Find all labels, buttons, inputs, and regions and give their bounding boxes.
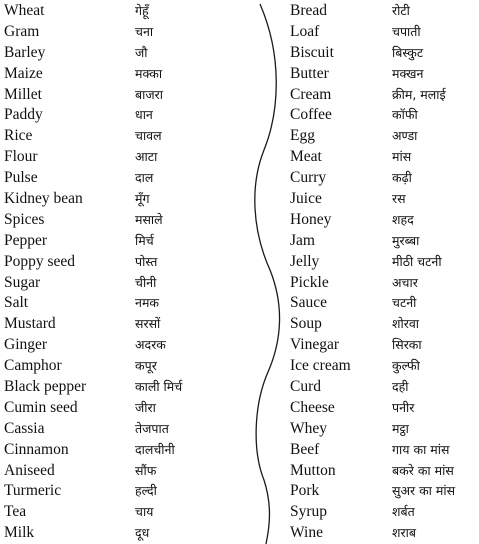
hindi-word: मूँग — [135, 191, 150, 207]
hindi-word: गेहूँ — [135, 3, 149, 18]
word-row — [290, 64, 479, 85]
hindi-word: दाल — [135, 170, 154, 186]
english-word: Butter — [290, 64, 329, 82]
english-word: Cheese — [290, 398, 335, 416]
hindi-word: नमक — [135, 295, 160, 311]
hindi-word: गाय का मांस — [392, 441, 450, 457]
hindi-word: मक्खन — [392, 65, 424, 81]
word-row — [4, 126, 256, 147]
english-word: Bread — [290, 2, 328, 19]
word-row — [4, 419, 256, 440]
word-row — [290, 147, 479, 168]
word-row — [4, 85, 256, 106]
word-row — [4, 398, 256, 419]
word-row — [290, 105, 479, 126]
english-word: Soup — [290, 315, 322, 333]
hindi-word: सौंफ — [135, 462, 157, 478]
english-word: Whey — [290, 419, 328, 437]
right-word-column — [290, 1, 479, 544]
english-word: Wine — [290, 524, 323, 542]
left-word-column — [4, 1, 256, 544]
hindi-word: दही — [392, 379, 409, 395]
english-word: Millet — [4, 85, 42, 103]
hindi-word: तेजपात — [135, 420, 169, 436]
word-row — [290, 273, 479, 294]
english-word: Gram — [4, 22, 40, 40]
hindi-word: मीठी चटनी — [392, 253, 442, 269]
english-word: Milk — [4, 524, 35, 542]
word-row — [4, 105, 256, 126]
english-word: Vinegar — [290, 336, 339, 354]
english-word: Mutton — [290, 461, 336, 479]
hindi-word: कॉफी — [392, 107, 418, 123]
word-row — [290, 377, 479, 398]
word-row — [4, 293, 256, 314]
hindi-word: कढ़ी — [392, 170, 412, 186]
english-word: Pickle — [290, 273, 329, 291]
english-word: Aniseed — [4, 461, 55, 479]
hindi-word: सरसों — [135, 316, 161, 332]
hindi-word: चटनी — [392, 295, 417, 311]
word-row — [290, 85, 479, 106]
english-word: Pepper — [4, 231, 48, 249]
word-row — [4, 461, 256, 482]
hindi-word: शर्बत — [392, 504, 415, 520]
english-word: Mustard — [4, 315, 56, 333]
word-row — [4, 502, 256, 523]
english-word: Honey — [290, 210, 332, 228]
english-word: Salt — [4, 294, 29, 312]
word-row — [290, 481, 479, 502]
english-word: Pork — [290, 482, 320, 500]
english-word: Maize — [4, 64, 43, 82]
english-word: Cumin seed — [4, 398, 78, 416]
english-word: Camphor — [4, 357, 62, 375]
hindi-word: कुल्फी — [392, 358, 420, 374]
hindi-word: बकरे का मांस — [392, 462, 454, 478]
word-row — [290, 502, 479, 523]
english-word: Egg — [290, 127, 315, 145]
hindi-word: बिस्कुट — [392, 44, 424, 60]
english-word: Meat — [290, 148, 322, 166]
hindi-word: मसाले — [135, 211, 163, 227]
word-row — [4, 523, 256, 544]
english-word: Wheat — [4, 2, 45, 19]
hindi-word: काली मिर्च — [135, 379, 183, 395]
word-row — [290, 419, 479, 440]
english-word: Ginger — [4, 336, 48, 354]
word-row — [4, 252, 256, 273]
word-row — [290, 22, 479, 43]
word-row — [290, 43, 479, 64]
english-word: Black pepper — [4, 378, 87, 396]
hindi-word: अदरक — [135, 337, 166, 353]
hindi-word: सिरका — [392, 337, 422, 353]
hindi-word: मट्ठा — [392, 420, 409, 436]
english-word: Cassia — [4, 419, 45, 437]
english-word: Turmeric — [4, 482, 62, 500]
word-row — [290, 252, 479, 273]
hindi-word: मक्का — [135, 65, 163, 81]
english-word: Ice cream — [290, 357, 351, 375]
hindi-word: चाय — [135, 504, 154, 520]
hindi-word: दूध — [135, 525, 150, 541]
english-word: Poppy seed — [4, 252, 76, 270]
word-row — [4, 356, 256, 377]
english-word: Flour — [4, 148, 38, 166]
word-row — [4, 231, 256, 252]
english-word: Sugar — [4, 273, 41, 291]
english-word: Spices — [4, 210, 45, 228]
hindi-word: चपाती — [392, 23, 421, 39]
word-row — [4, 377, 256, 398]
hindi-word: मिर्च — [135, 232, 154, 248]
word-row — [4, 147, 256, 168]
word-row — [4, 22, 256, 43]
hindi-word: क्रीम, मलाई — [392, 86, 446, 102]
hindi-word: आटा — [135, 149, 158, 165]
english-word: Loaf — [290, 22, 320, 40]
english-word: Biscuit — [290, 43, 334, 61]
hindi-word: रोटी — [392, 3, 410, 18]
english-word: Sauce — [290, 294, 328, 312]
word-row — [290, 314, 479, 335]
word-row — [4, 43, 256, 64]
english-word: Jam — [290, 231, 315, 249]
english-word: Kidney bean — [4, 190, 83, 208]
hindi-word: मांस — [392, 149, 412, 165]
word-row — [290, 189, 479, 210]
hindi-word: पनीर — [392, 399, 415, 415]
english-word: Jelly — [290, 252, 320, 270]
word-row — [4, 1, 256, 22]
word-row — [290, 168, 479, 189]
english-word: Syrup — [290, 503, 328, 521]
word-row — [290, 1, 479, 22]
word-row — [4, 273, 256, 294]
english-word: Coffee — [290, 106, 332, 124]
hindi-word: दालचीनी — [135, 441, 175, 457]
english-word: Barley — [4, 43, 46, 61]
word-row — [290, 293, 479, 314]
english-word: Curry — [290, 169, 327, 187]
english-word: Juice — [290, 190, 322, 208]
hindi-word: कपूर — [135, 358, 157, 374]
hindi-word: शहद — [392, 211, 414, 227]
word-row — [4, 189, 256, 210]
hindi-word: अण्डा — [392, 128, 418, 144]
hindi-word: बाजरा — [135, 86, 164, 102]
english-word: Cream — [290, 85, 332, 103]
word-row — [290, 210, 479, 231]
word-row — [290, 440, 479, 461]
english-word: Paddy — [4, 106, 43, 124]
word-row — [4, 314, 256, 335]
hindi-word: जौ — [135, 44, 148, 60]
english-word: Tea — [4, 503, 27, 521]
hindi-word: सुअर का मांस — [392, 483, 456, 499]
hindi-word: हल्दी — [135, 483, 157, 499]
word-row — [290, 398, 479, 419]
word-row — [4, 64, 256, 85]
english-word: Curd — [290, 378, 321, 396]
hindi-word: रस — [392, 191, 406, 207]
hindi-word: शोरवा — [392, 316, 420, 332]
word-row — [290, 335, 479, 356]
wavy-divider-line — [248, 0, 288, 544]
hindi-word: धान — [135, 107, 153, 123]
hindi-word: मुरब्बा — [392, 232, 420, 248]
word-row — [4, 440, 256, 461]
word-row — [4, 168, 256, 189]
english-word: Rice — [4, 127, 33, 145]
hindi-word: अचार — [392, 274, 418, 290]
hindi-word: चना — [135, 23, 154, 39]
hindi-word: चावल — [135, 128, 162, 144]
word-row — [290, 461, 479, 482]
english-word: Pulse — [4, 169, 38, 187]
hindi-word: चीनी — [135, 274, 157, 290]
word-row — [290, 126, 479, 147]
word-row — [290, 231, 479, 252]
english-word: Cinnamon — [4, 440, 69, 458]
hindi-word: शराब — [392, 525, 416, 541]
word-row — [4, 481, 256, 502]
english-word: Beef — [290, 440, 320, 458]
word-row — [4, 335, 256, 356]
word-row — [290, 523, 479, 544]
hindi-word: पोस्त — [135, 253, 158, 269]
word-row — [4, 210, 256, 231]
hindi-word: जीरा — [135, 399, 156, 415]
word-row — [290, 356, 479, 377]
